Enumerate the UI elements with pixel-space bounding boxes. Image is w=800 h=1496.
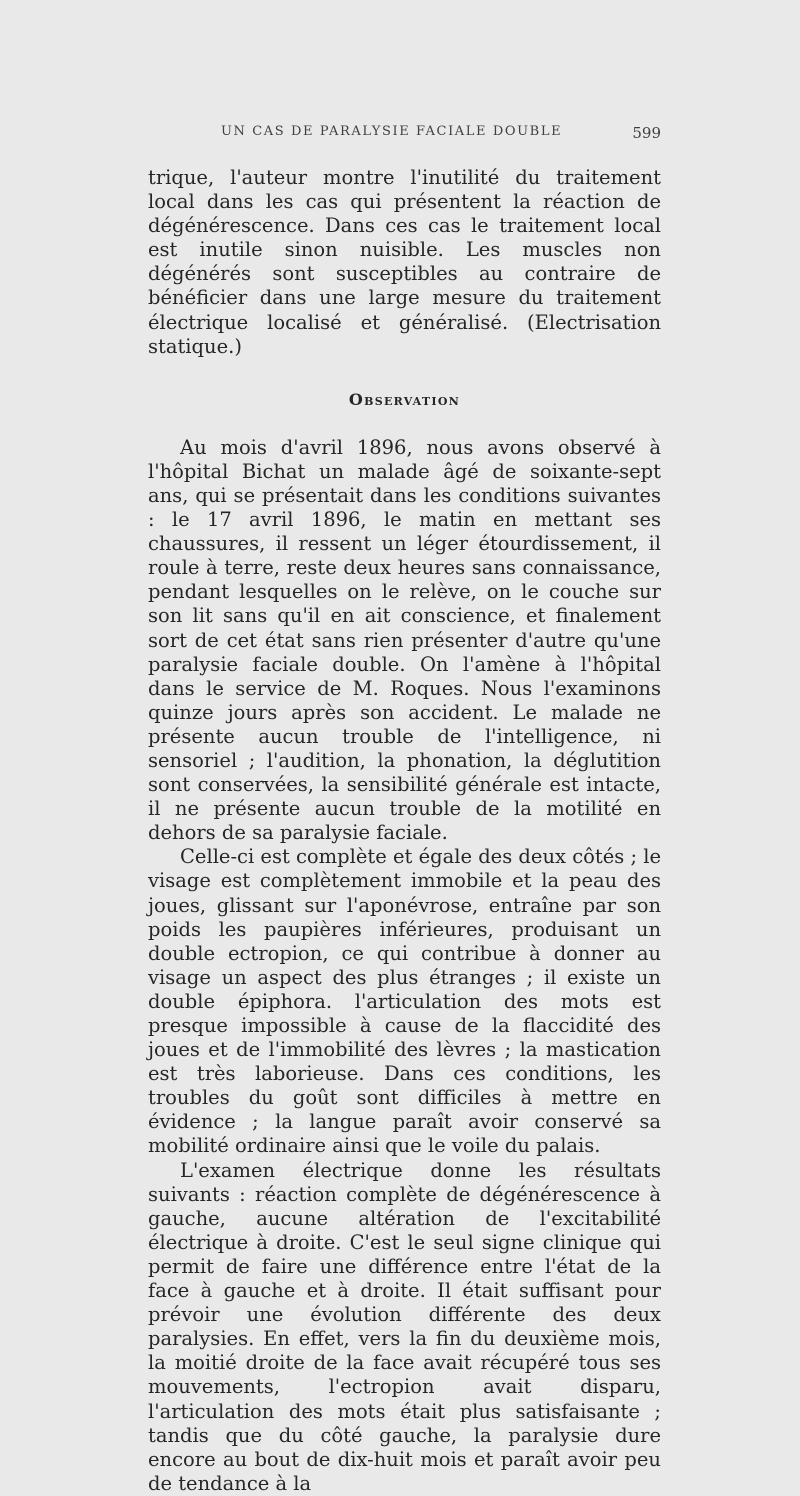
article-body: [148, 166, 661, 1496]
paragraph-electrical-exam: L'examen électrique donne les résultats suivants : réaction complète de dégénérescence à gauche, aucune altération de l'excitabilité électrique à droite. C'est le seul signe clinique qui permit de faire une différence entre l'état de la face à gauche et à droite. Il était suffisant pour prévoir une évolution différente des deux paralysies. En effet, vers la fin du deuxième mois, la moitié droite de la face avait récupéré tous ses mouvements, l'ectropion avait disparu, l'articulation des mots était plus satisfaisante ; tandis que du côté gauche, la paralysie dure encore au bout de dix-huit mois et paraît avoir peu de tendance à la: [148, 1158, 661, 1495]
page-number: 599: [632, 124, 661, 142]
paragraph-case-history: Au mois d'avril 1896, nous avons observé à l'hôpital Bichat un malade âgé de soixante-sept ans, qui se présentait dans les conditions suivantes : le 17 avril 1896, le matin en mettant ses chaussures, il ressent un léger étourdissement, il roule à terre, reste deux heures sans connaissance, pendant lesquelles on le relève, on le couche sur son lit sans qu'il en ait conscience, et finalement sort de cet état sans rien présenter d'autre qu'une paralysie faciale double. On l'amène à l'hôpital dans le service de M. Roques. Nous l'examinons quinze jours après son accident. Le malade ne présente aucun trouble de l'intelligence, ni sensoriel ; l'audition, la phonation, la déglutition sont conservées, la sensibilité générale est intacte, il ne présente aucun trouble de la motilité en dehors de sa paralysie faciale.: [148, 435, 661, 845]
paragraph-facial-signs: Celle-ci est complète et égale des deux côtés ; le visage est complètement immobile et la peau des joues, glissant sur l'aponévrose, entraîne par son poids les paupières inférieures, produisant un double ectropion, ce qui contribue à donner au visage un aspect des plus étranges ; il existe un double épiphora. l'articulation des mots est presque impossible à cause de la flaccidité des joues et de l'immobilité des lèvres ; la mastication est très laborieuse. Dans ces conditions, les troubles du goût sont difficiles à mettre en évidence ; la langue paraît avoir conservé sa mobilité ordinaire ainsi que le voile du palais.: [148, 845, 661, 1158]
running-title: UN CAS DE PARALYSIE FACIALE DOUBLE: [221, 124, 563, 139]
section-heading-observation: Observation: [348, 389, 461, 409]
paragraph-continuation: trique, l'auteur montre l'inutilité du traitement local dans les cas qui présentent la réaction de dégénérescence. Dans ces cas le traitement local est inutile sinon nuisible. Les muscles non dégénérés sont susceptibles au contraire de bénéficier dans une large mesure du traitement électrique localisé et généralisé. (Electrisation statique.): [148, 166, 661, 358]
